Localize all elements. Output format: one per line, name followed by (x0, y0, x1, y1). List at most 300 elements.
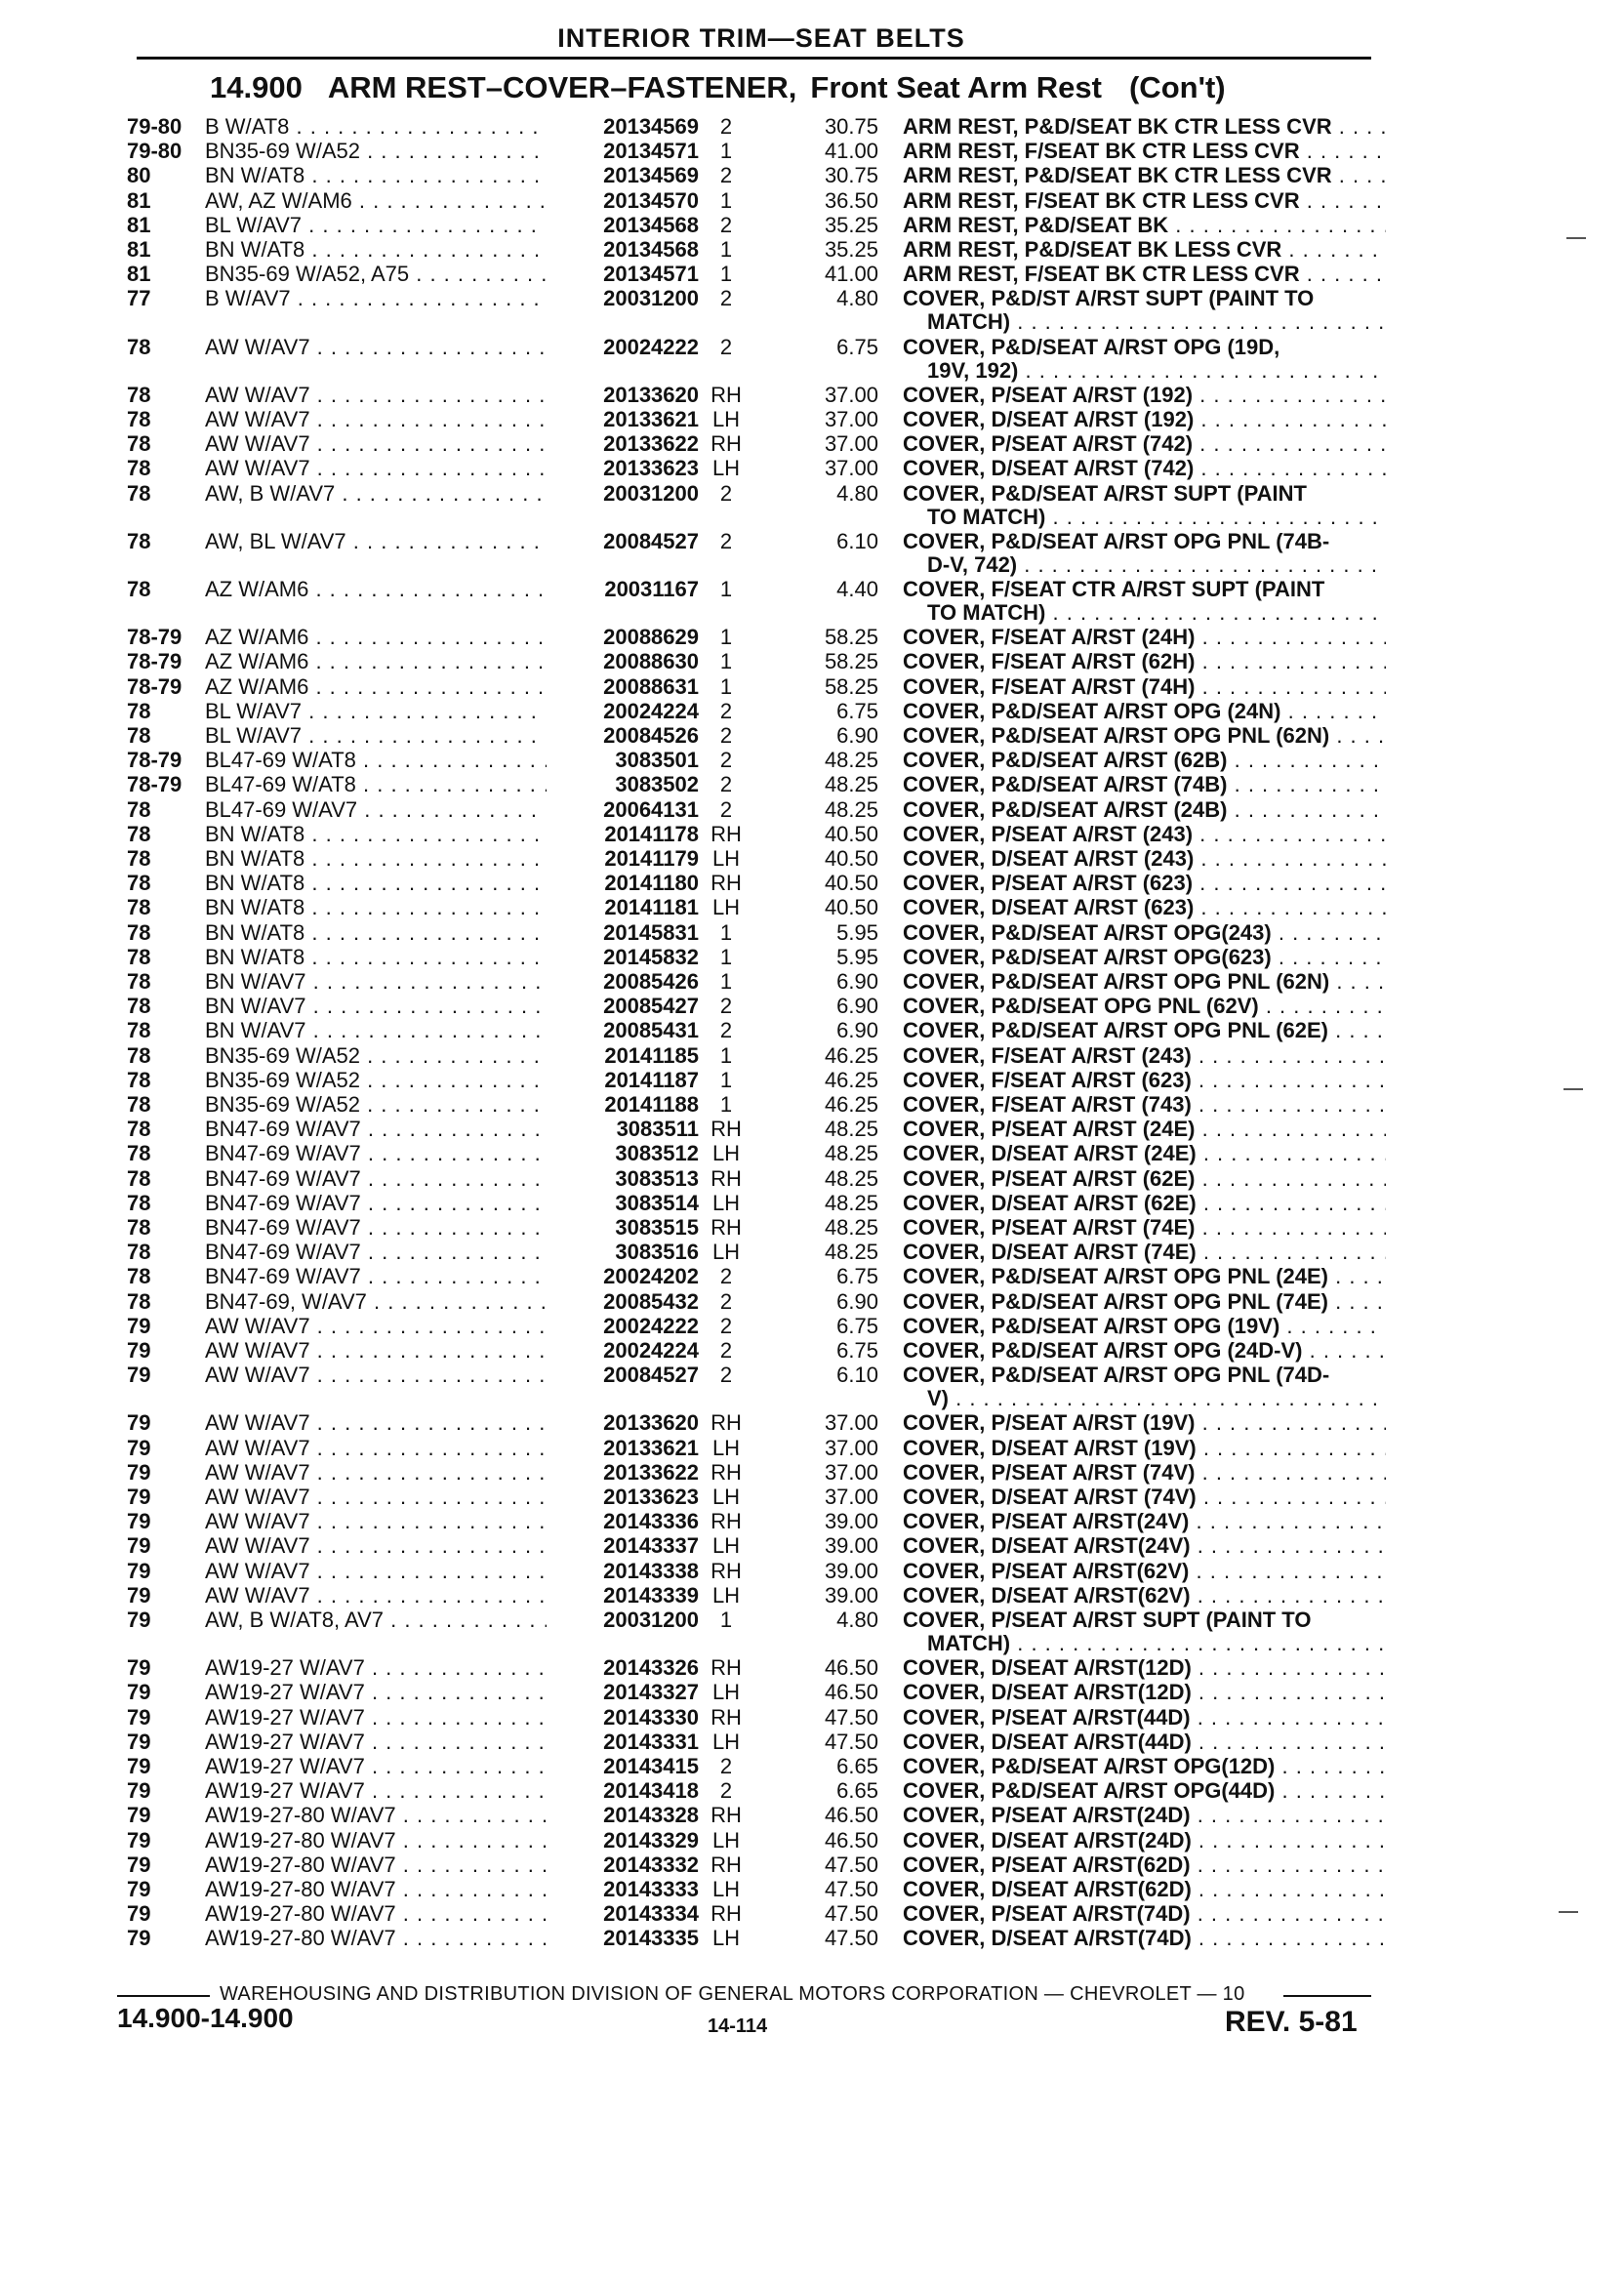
part-number-cell: 3083501 (547, 749, 699, 772)
part-number-cell: 20031200 (547, 287, 699, 310)
quantity-cell: 2 (719, 796, 733, 822)
description-cell: COVER, P/SEAT A/RST (243) . . . (903, 823, 1386, 846)
year-cell: 81 (127, 237, 151, 262)
price-cell: 58.25 (824, 625, 878, 650)
price-cell: 37.00 (824, 407, 878, 431)
price-cell: 6.10 (836, 528, 878, 553)
quantity-cell: RH (710, 1117, 742, 1142)
year-cell: 78 (127, 577, 151, 601)
model-cell: AW W/AV7 . . . (205, 1364, 566, 1387)
year-cell: 79 (127, 1778, 151, 1804)
year-cell: 78 (127, 1092, 151, 1117)
quantity-cell: 1 (719, 1608, 733, 1632)
quantity-cell: 2 (719, 698, 733, 723)
description-cell: COVER, P&D/SEAT A/RST OPG PNL (74E) . . . (903, 1290, 1386, 1314)
price-cell: 47.50 (824, 1704, 878, 1730)
part-number-cell: 20143332 (547, 1853, 699, 1877)
model-cell: BL W/AV7 . . . (205, 214, 566, 237)
description-cell: COVER, P&D/SEAT A/RST OPG (19D, (903, 335, 1280, 359)
description-cell: COVER, D/SEAT A/RST(74D) . . . (903, 1927, 1386, 1950)
price-cell: 6.90 (836, 994, 878, 1019)
year-cell: 78 (127, 1067, 151, 1092)
model-cell: AW, AZ W/AM6 . . . (205, 189, 566, 213)
part-number-cell: 20143334 (547, 1902, 699, 1926)
model-cell: AW, BL W/AV7 . . . (205, 530, 566, 553)
price-cell: 48.25 (824, 748, 878, 773)
quantity-cell: 1 (719, 1042, 733, 1068)
year-cell: 78 (127, 334, 151, 359)
part-number-cell: 20143335 (547, 1927, 699, 1950)
description-continuation: TO MATCH) . . . (927, 601, 1386, 625)
model-cell: AW, B W/AT8, AV7 . . . (205, 1608, 566, 1632)
model-cell: BN W/AT8 . . . (205, 847, 566, 871)
quantity-cell: RH (710, 1410, 742, 1436)
description-cell: COVER, P/SEAT A/RST (623) . . . (903, 872, 1386, 895)
part-number-cell: 20134569 (547, 164, 699, 187)
price-cell: 6.65 (836, 1778, 878, 1804)
year-cell: 79 (127, 1704, 151, 1730)
price-cell: 37.00 (824, 1410, 878, 1436)
part-number-cell: 20141188 (547, 1093, 699, 1117)
quantity-cell: 1 (719, 1067, 733, 1092)
model-cell: BN W/AT8 . . . (205, 946, 566, 969)
year-cell: 78 (127, 994, 151, 1019)
description-cell: COVER, D/SEAT A/RST(44D) . . . (903, 1730, 1386, 1754)
quantity-cell: 2 (719, 1363, 733, 1388)
footer-page-number: 14-114 (708, 2015, 768, 2037)
year-cell: 79 (127, 1729, 151, 1754)
price-cell: 46.25 (824, 1092, 878, 1117)
model-cell: BN W/AT8 . . . (205, 164, 566, 187)
model-cell: AW W/AV7 . . . (205, 1411, 566, 1435)
description-cell: COVER, P&D/SEAT A/RST OPG(623) . . . (903, 946, 1386, 969)
year-cell: 78 (127, 919, 151, 945)
description-cell: COVER, D/SEAT A/RST(12D) . . . (903, 1681, 1386, 1704)
model-cell: BN35-69 W/A52 . . . (205, 1044, 566, 1068)
footer-revision: REV. 5-81 (1225, 2006, 1358, 2038)
quantity-cell: 1 (719, 237, 733, 262)
model-cell: BN47-69 W/AV7 . . . (205, 1216, 566, 1240)
price-cell: 5.95 (836, 919, 878, 945)
year-cell: 79 (127, 1803, 151, 1828)
quantity-cell: RH (710, 382, 742, 407)
part-number-cell: 3083512 (547, 1142, 699, 1165)
year-cell: 79-80 (127, 139, 183, 164)
model-cell: AW19-27-80 W/AV7 . . . (205, 1902, 566, 1926)
quantity-cell: 1 (719, 262, 733, 287)
model-cell: BN W/AT8 . . . (205, 823, 566, 846)
model-cell: BN W/AV7 . . . (205, 1019, 566, 1042)
quantity-cell: RH (710, 1655, 742, 1681)
margin-mark (1563, 1088, 1583, 1090)
part-number-cell: 20031200 (547, 1608, 699, 1632)
year-cell: 78 (127, 1215, 151, 1240)
model-cell: AW W/AV7 . . . (205, 1510, 566, 1533)
description-cell: ARM REST, P&D/SEAT BK LESS CVR . . . (903, 238, 1386, 262)
quantity-cell: RH (710, 1852, 742, 1877)
model-cell: BN W/AV7 . . . (205, 995, 566, 1018)
price-cell: 48.25 (824, 1240, 878, 1265)
year-cell: 78 (127, 431, 151, 457)
part-number-cell: 20143338 (547, 1560, 699, 1583)
price-cell: 48.25 (824, 1117, 878, 1142)
footer-rule-right (1283, 1995, 1371, 1997)
quantity-cell: LH (711, 1680, 741, 1705)
year-cell: 78 (127, 1190, 151, 1215)
price-cell: 6.90 (836, 1288, 878, 1314)
price-cell: 6.10 (836, 1363, 878, 1388)
description-cell: COVER, P&D/SEAT A/RST OPG(44D) . . . (903, 1779, 1386, 1803)
quantity-cell: LH (711, 407, 741, 431)
model-cell: BN47-69 W/AV7 . . . (205, 1192, 566, 1215)
year-cell: 79 (127, 1509, 151, 1534)
year-cell: 79 (127, 1754, 151, 1778)
quantity-cell: LH (711, 1582, 741, 1608)
part-number-cell: 20134570 (547, 189, 699, 213)
price-cell: 6.75 (836, 698, 878, 723)
model-cell: AW19-27 W/AV7 . . . (205, 1681, 566, 1704)
year-cell: 78 (127, 796, 151, 822)
part-number-cell: 20141178 (547, 823, 699, 846)
quantity-cell: LH (711, 846, 741, 871)
part-number-cell: 20145832 (547, 946, 699, 969)
quantity-cell: 1 (719, 969, 733, 994)
model-cell: BL W/AV7 . . . (205, 700, 566, 723)
model-cell: AW W/AV7 . . . (205, 432, 566, 456)
year-cell: 80 (127, 163, 151, 188)
year-cell: 78 (127, 382, 151, 407)
year-cell: 79 (127, 1435, 151, 1460)
part-number-cell: 3083514 (547, 1192, 699, 1215)
price-cell: 6.90 (836, 723, 878, 748)
description-cell: COVER, D/SEAT A/RST(62D) . . . (903, 1878, 1386, 1901)
year-cell: 79 (127, 1926, 151, 1951)
model-cell: AW19-27-80 W/AV7 . . . (205, 1878, 566, 1901)
price-cell: 40.50 (824, 821, 878, 846)
model-cell: BL47-69 W/AT8 . . . (205, 773, 566, 796)
price-cell: 48.25 (824, 1215, 878, 1240)
year-cell: 79 (127, 1363, 151, 1388)
quantity-cell: LH (711, 1435, 741, 1460)
description-cell: ARM REST, F/SEAT BK CTR LESS CVR . . . (903, 189, 1386, 213)
section-title: ARM REST–COVER–FASTENER, (327, 70, 797, 104)
model-cell: AW W/AV7 . . . (205, 408, 566, 431)
model-cell: AW19-27 W/AV7 . . . (205, 1656, 566, 1680)
margin-mark (1566, 237, 1586, 239)
year-cell: 79 (127, 1533, 151, 1559)
quantity-cell: 1 (719, 625, 733, 650)
year-cell: 79 (127, 1680, 151, 1705)
part-number-cell: 20134571 (547, 263, 699, 286)
model-cell: AW19-27 W/AV7 . . . (205, 1755, 566, 1778)
page-header-title: INTERIOR TRIM—SEAT BELTS (557, 23, 965, 53)
model-cell: BN W/AT8 . . . (205, 238, 566, 262)
year-cell: 79 (127, 1459, 151, 1485)
year-cell: 79-80 (127, 114, 183, 139)
description-cell: COVER, P&D/SEAT A/RST SUPT (PAINT (903, 481, 1307, 506)
price-cell: 35.25 (824, 237, 878, 262)
quantity-cell: LH (711, 1729, 741, 1754)
price-cell: 47.50 (824, 1901, 878, 1927)
description-cell: COVER, P&D/ST A/RST SUPT (PAINT TO (903, 287, 1315, 311)
quantity-cell: 2 (719, 163, 733, 188)
part-number-cell: 20134568 (547, 214, 699, 237)
description-cell: COVER, F/SEAT A/RST (62H) . . . (903, 650, 1386, 673)
quantity-cell: RH (710, 1558, 742, 1583)
part-number-cell: 20133622 (547, 432, 699, 456)
part-number-cell: 20133623 (547, 1486, 699, 1509)
price-cell: 46.25 (824, 1042, 878, 1068)
description-continuation: MATCH) . . . (927, 1632, 1386, 1655)
description-cell: COVER, P/SEAT A/RST (24E) . . . (903, 1118, 1386, 1141)
price-cell: 4.40 (836, 577, 878, 601)
description-cell: COVER, P&D/SEAT A/RST OPG (24D-V) . . . (903, 1339, 1386, 1363)
year-cell: 79 (127, 1410, 151, 1436)
part-number-cell: 20143327 (547, 1681, 699, 1704)
quantity-cell: RH (710, 1803, 742, 1828)
description-cell: COVER, P/SEAT A/RST(24V) . . . (903, 1510, 1386, 1533)
description-cell: COVER, P&D/SEAT A/RST OPG PNL (62N) . . . (903, 724, 1386, 748)
price-cell: 47.50 (824, 1926, 878, 1951)
price-cell: 36.50 (824, 187, 878, 213)
description-cell: COVER, D/SEAT A/RST(62V) . . . (903, 1584, 1386, 1608)
year-cell: 79 (127, 1901, 151, 1927)
quantity-cell: 1 (719, 944, 733, 969)
year-cell: 78 (127, 1042, 151, 1068)
quantity-cell: 2 (719, 994, 733, 1019)
part-number-cell: 20088630 (547, 650, 699, 673)
year-cell: 78 (127, 846, 151, 871)
model-cell: AW W/AV7 . . . (205, 1315, 566, 1338)
part-number-cell: 20133620 (547, 384, 699, 407)
part-number-cell: 20141179 (547, 847, 699, 871)
description-cell: COVER, P&D/SEAT A/RST OPG PNL (74B- (903, 529, 1330, 553)
description-continuation: 19V, 192) . . . (927, 359, 1386, 383)
quantity-cell: RH (710, 1165, 742, 1191)
year-cell: 78 (127, 528, 151, 553)
part-number-cell: 20085431 (547, 1019, 699, 1042)
quantity-cell: RH (710, 1901, 742, 1927)
description-cell: COVER, P/SEAT A/RST (74V) . . . (903, 1461, 1386, 1485)
year-cell: 78-79 (127, 649, 183, 674)
description-cell: COVER, D/SEAT A/RST (243) . . . (903, 847, 1386, 871)
description-cell: COVER, P&D/SEAT A/RST OPG PNL (24E) . . . (903, 1265, 1386, 1288)
quantity-cell: RH (710, 821, 742, 846)
model-cell: BN W/AV7 . . . (205, 970, 566, 994)
description-cell: COVER, D/SEAT A/RST (192) . . . (903, 408, 1386, 431)
description-continuation: D-V, 742) . . . (927, 553, 1386, 577)
description-cell: ARM REST, F/SEAT BK CTR LESS CVR . . . (903, 140, 1386, 163)
price-cell: 58.25 (824, 673, 878, 699)
description-continuation: V) . . . (927, 1387, 1386, 1410)
price-cell: 39.00 (824, 1533, 878, 1559)
quantity-cell: RH (710, 871, 742, 896)
year-cell: 79 (127, 1827, 151, 1852)
part-number-cell: 20143336 (547, 1510, 699, 1533)
year-cell: 78-79 (127, 772, 183, 797)
price-cell: 35.25 (824, 212, 878, 237)
description-cell: COVER, P/SEAT A/RST (62E) . . . (903, 1167, 1386, 1191)
year-cell: 79 (127, 1338, 151, 1363)
part-number-cell: 20143328 (547, 1804, 699, 1827)
part-number-cell: 20143329 (547, 1829, 699, 1852)
price-cell: 58.25 (824, 649, 878, 674)
year-cell: 78 (127, 944, 151, 969)
year-cell: 78 (127, 407, 151, 431)
price-cell: 6.90 (836, 1018, 878, 1043)
part-number-cell: 3083516 (547, 1241, 699, 1264)
model-cell: BN35-69 W/A52 . . . (205, 1069, 566, 1092)
part-number-cell: 20143339 (547, 1584, 699, 1608)
description-cell: COVER, D/SEAT A/RST (623) . . . (903, 896, 1386, 919)
year-cell: 77 (127, 286, 151, 311)
part-number-cell: 20084526 (547, 724, 699, 748)
year-cell: 79 (127, 1655, 151, 1681)
year-cell: 79 (127, 1608, 151, 1632)
year-cell: 78-79 (127, 748, 183, 773)
quantity-cell: 1 (719, 187, 733, 213)
quantity-cell: 2 (719, 1288, 733, 1314)
year-cell: 79 (127, 1485, 151, 1509)
description-cell: COVER, F/SEAT A/RST (74H) . . . (903, 675, 1386, 699)
quantity-cell: 1 (719, 649, 733, 674)
description-cell: COVER, D/SEAT A/RST (742) . . . (903, 457, 1386, 480)
section-number: 14.900 (210, 70, 303, 104)
price-cell: 40.50 (824, 846, 878, 871)
part-number-cell: 20143330 (547, 1706, 699, 1730)
price-cell: 41.00 (824, 139, 878, 164)
price-cell: 4.80 (836, 286, 878, 311)
part-number-cell: 20133621 (547, 1437, 699, 1460)
quantity-cell: 2 (719, 1754, 733, 1778)
quantity-cell: 2 (719, 748, 733, 773)
quantity-cell: LH (711, 1190, 741, 1215)
model-cell: AZ W/AM6 . . . (205, 578, 566, 601)
quantity-cell: 2 (719, 528, 733, 553)
year-cell: 78 (127, 821, 151, 846)
quantity-cell: 2 (719, 1778, 733, 1804)
model-cell: AW19-27 W/AV7 . . . (205, 1730, 566, 1754)
description-cell: COVER, D/SEAT A/RST(24V) . . . (903, 1534, 1386, 1558)
model-cell: B W/AV7 . . . (205, 287, 566, 310)
description-cell: COVER, D/SEAT A/RST (62E) . . . (903, 1192, 1386, 1215)
part-number-cell: 20088631 (547, 675, 699, 699)
description-cell: COVER, P&D/SEAT A/RST (74B) . . . (903, 773, 1386, 796)
year-cell: 79 (127, 1877, 151, 1901)
model-cell: AW W/AV7 . . . (205, 1486, 566, 1509)
description-cell: COVER, D/SEAT A/RST (74E) . . . (903, 1241, 1386, 1264)
price-cell: 5.95 (836, 944, 878, 969)
model-cell: AW19-27 W/AV7 . . . (205, 1779, 566, 1803)
part-number-cell: 20134568 (547, 238, 699, 262)
price-cell: 47.50 (824, 1852, 878, 1877)
model-cell: BN47-69 W/AV7 . . . (205, 1241, 566, 1264)
part-number-cell: 20031200 (547, 482, 699, 506)
description-cell: COVER, D/SEAT A/RST (74V) . . . (903, 1486, 1386, 1509)
quantity-cell: 2 (719, 1264, 733, 1289)
part-number-cell: 3083502 (547, 773, 699, 796)
part-number-cell: 20064131 (547, 798, 699, 822)
description-cell: COVER, F/SEAT A/RST (743) . . . (903, 1093, 1386, 1117)
year-cell: 79 (127, 1582, 151, 1608)
description-cell: COVER, P/SEAT A/RST(24D) . . . (903, 1804, 1386, 1827)
quantity-cell: 1 (719, 577, 733, 601)
model-cell: BN35-69 W/A52, A75 . . . (205, 263, 566, 286)
year-cell: 79 (127, 1852, 151, 1877)
footer-division: WAREHOUSING AND DISTRIBUTION DIVISION OF GENERAL MOTORS CORPORATION — CHEVROLET — 10 (220, 1983, 1245, 2005)
model-cell: BL W/AV7 . . . (205, 724, 566, 748)
description-cell: COVER, F/SEAT A/RST (243) . . . (903, 1044, 1386, 1068)
year-cell: 78 (127, 895, 151, 920)
description-cell: COVER, P/SEAT A/RST SUPT (PAINT TO (903, 1608, 1312, 1632)
price-cell: 39.00 (824, 1582, 878, 1608)
model-cell: AW19-27 W/AV7 . . . (205, 1706, 566, 1730)
part-number-cell: 20134569 (547, 115, 699, 139)
part-number-cell: 3083515 (547, 1216, 699, 1240)
footer-rule-left (117, 1995, 210, 1997)
model-cell: AW W/AV7 . . . (205, 336, 566, 359)
part-number-cell: 20085427 (547, 995, 699, 1018)
description-cell: COVER, P&D/SEAT A/RST OPG (24N) . . . (903, 700, 1386, 723)
year-cell: 81 (127, 187, 151, 213)
quantity-cell: 2 (719, 212, 733, 237)
part-number-cell: 20085426 (547, 970, 699, 994)
quantity-cell: 1 (719, 1092, 733, 1117)
description-cell: ARM REST, P&D/SEAT BK CTR LESS CVR . . . (903, 115, 1386, 139)
quantity-cell: 2 (719, 480, 733, 506)
part-number-cell: 20133621 (547, 408, 699, 431)
quantity-cell: 2 (719, 772, 733, 797)
description-cell: COVER, P/SEAT A/RST(62D) . . . (903, 1853, 1386, 1877)
quantity-cell: 2 (719, 1313, 733, 1338)
year-cell: 79 (127, 1313, 151, 1338)
part-number-cell: 20024222 (547, 336, 699, 359)
description-cell: COVER, P&D/SEAT A/RST OPG PNL (74D- (903, 1364, 1330, 1388)
description-cell: COVER, D/SEAT A/RST (24E) . . . (903, 1142, 1386, 1165)
part-number-cell: 20088629 (547, 626, 699, 649)
year-cell: 78 (127, 1117, 151, 1142)
part-number-cell: 20145831 (547, 921, 699, 945)
part-number-cell: 3083513 (547, 1167, 699, 1191)
year-cell: 78 (127, 871, 151, 896)
price-cell: 40.50 (824, 895, 878, 920)
description-cell: COVER, D/SEAT A/RST(24D) . . . (903, 1829, 1386, 1852)
footer-section-range: 14.900-14.900 (117, 2003, 294, 2033)
quantity-cell: 2 (719, 286, 733, 311)
quantity-cell: 2 (719, 1338, 733, 1363)
section-subtitle: Front Seat Arm Rest (810, 70, 1102, 104)
description-cell: COVER, P/SEAT A/RST (74E) . . . (903, 1216, 1386, 1240)
quantity-cell: RH (710, 1509, 742, 1534)
price-cell: 46.50 (824, 1680, 878, 1705)
quantity-cell: LH (711, 1533, 741, 1559)
price-cell: 46.50 (824, 1827, 878, 1852)
model-cell: B W/AT8 . . . (205, 115, 566, 139)
quantity-cell: 1 (719, 919, 733, 945)
price-cell: 30.75 (824, 163, 878, 188)
model-cell: BL47-69 W/AV7 . . . (205, 798, 566, 822)
model-cell: BN35-69 W/A52 . . . (205, 140, 566, 163)
part-number-cell: 20141185 (547, 1044, 699, 1068)
quantity-cell: LH (711, 1485, 741, 1509)
model-cell: AW, B W/AV7 . . . (205, 482, 566, 506)
model-cell: AZ W/AM6 . . . (205, 626, 566, 649)
price-cell: 48.25 (824, 796, 878, 822)
price-cell: 40.50 (824, 871, 878, 896)
year-cell: 78 (127, 1264, 151, 1289)
year-cell: 78 (127, 1240, 151, 1265)
part-number-cell: 20024222 (547, 1315, 699, 1338)
